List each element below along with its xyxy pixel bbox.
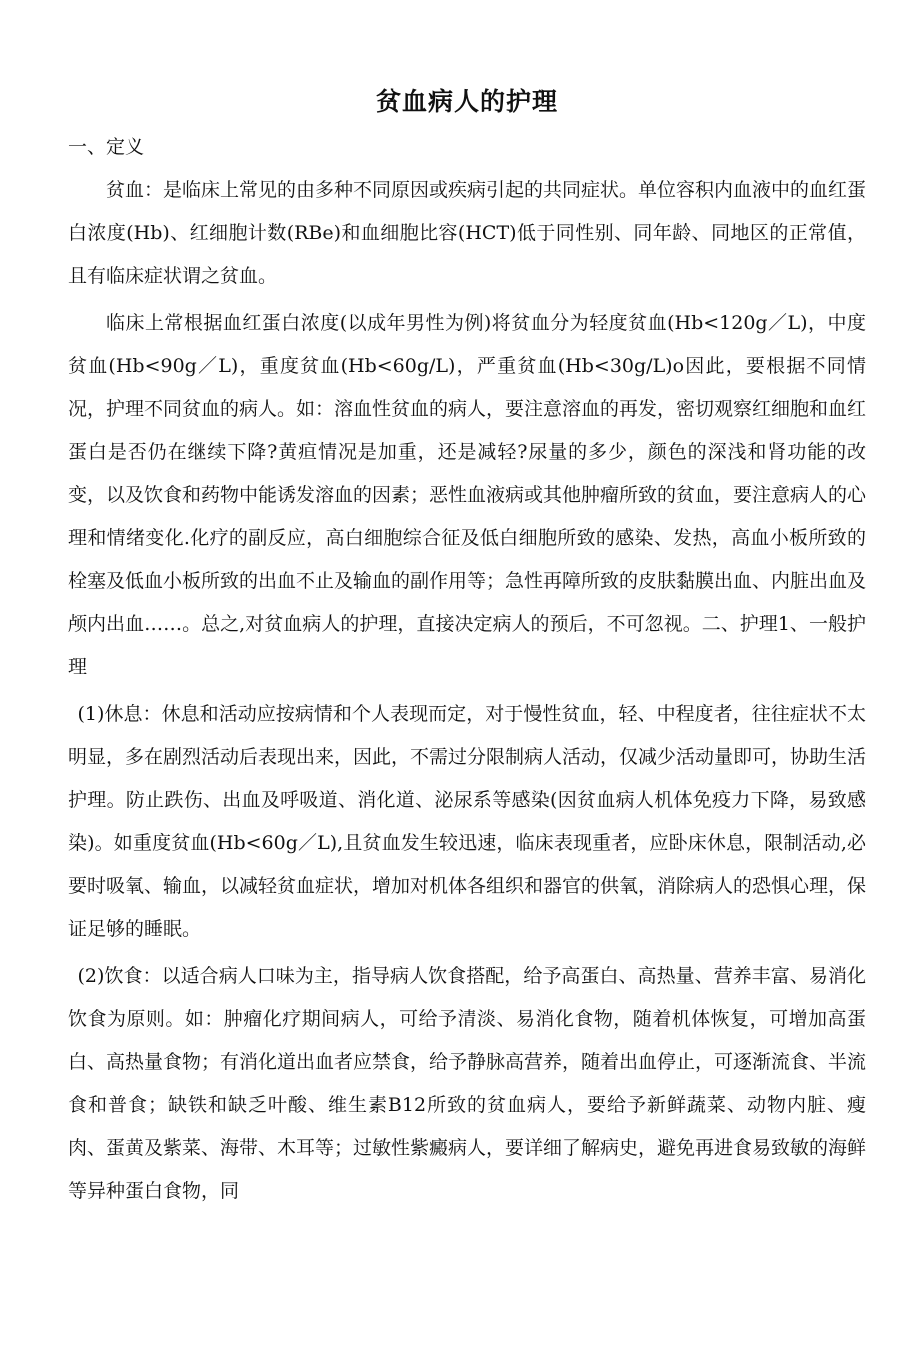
paragraph-rest: (1)休息：休息和活动应按病情和个人表现而定，对于慢性贫血，轻、中程度者，往往症状不太明显，多在剧烈活动后表现出来，因此，不需过分限制病人活动，仅减少活动量即可，协助生活护理。防止跌伤、出血及呼吸道、消化道、泌尿系等感染(因贫血病人机体免疫力下降，易致感染)。如重度贫血(Hb<60g／L),且贫血发生较迅速，临床表现重者，应卧床休息，限制活动,必要时吸氧、输血，以减轻贫血症状，增加对机体各组织和器官的供氧，消除病人的恐惧心理，保证足够的睡眠。 (68, 703, 867, 940)
document-title: 贫血病人的护理 (375, 87, 558, 116)
section-heading-definition: 一、定义 (68, 136, 145, 158)
document-page (68, 84, 866, 1213)
paragraph-diet: (2)饮食：以适合病人口味为主，指导病人饮食搭配，给予高蛋白、高热量、营养丰富、易消化饮食为原则。如：肿瘤化疗期间病人，可给予清淡、易消化食物，随着机体恢复，可增加高蛋白、高热量食物；有消化道出血者应禁食，给予静脉高营养，随着出血停止，可逐渐流食、半流食和普食；缺铁和缺乏叶酸、维生素B12所致的贫血病人，要给予新鲜蔬菜、动物内脏、瘦肉、蛋黄及紫菜、海带、木耳等；过敏性紫癜病人，要详细了解病史，避免再进食易致敏的海鲜等异种蛋白食物，同 (68, 965, 867, 1202)
paragraph-anemia-definition: 贫血：是临床上常见的由多种不同原因或疾病引起的共同症状。单位容积内血液中的血红蛋白浓度(Hb)、红细胞计数(RBe)和血细胞比容(HCT)低于同性别、同年龄、同地区的正常值，且有临床症状谓之贫血。 (68, 179, 867, 287)
paragraph-anemia-classification: 临床上常根据血红蛋白浓度(以成年男性为例)将贫血分为轻度贫血(Hb<120g／L)，中度贫血(Hb<90g／L)，重度贫血(Hb<60g/L)，严重贫血(Hb<30g/L)o因此，要根据不同情况，护理不同贫血的病人。如：溶血性贫血的病人，要注意溶血的再发，密切观察红细胞和血红蛋白是否仍在继续下降?黄疸情况是加重，还是减轻?尿量的多少，颜色的深浅和肾功能的改变，以及饮食和药物中能诱发溶血的因素；恶性血液病或其他肿瘤所致的贫血，要注意病人的心理和情绪变化.化疗的副反应，高白细胞综合征及低白细胞所致的感染、发热，高血小板所致的栓塞及低血小板所致的出血不止及输血的副作用等；急性再障所致的皮肤黏膜出血、内脏出血及颅内出血……。总之,对贫血病人的护理，直接决定病人的预后，不可忽视。二、护理1、一般护理 (68, 312, 867, 678)
